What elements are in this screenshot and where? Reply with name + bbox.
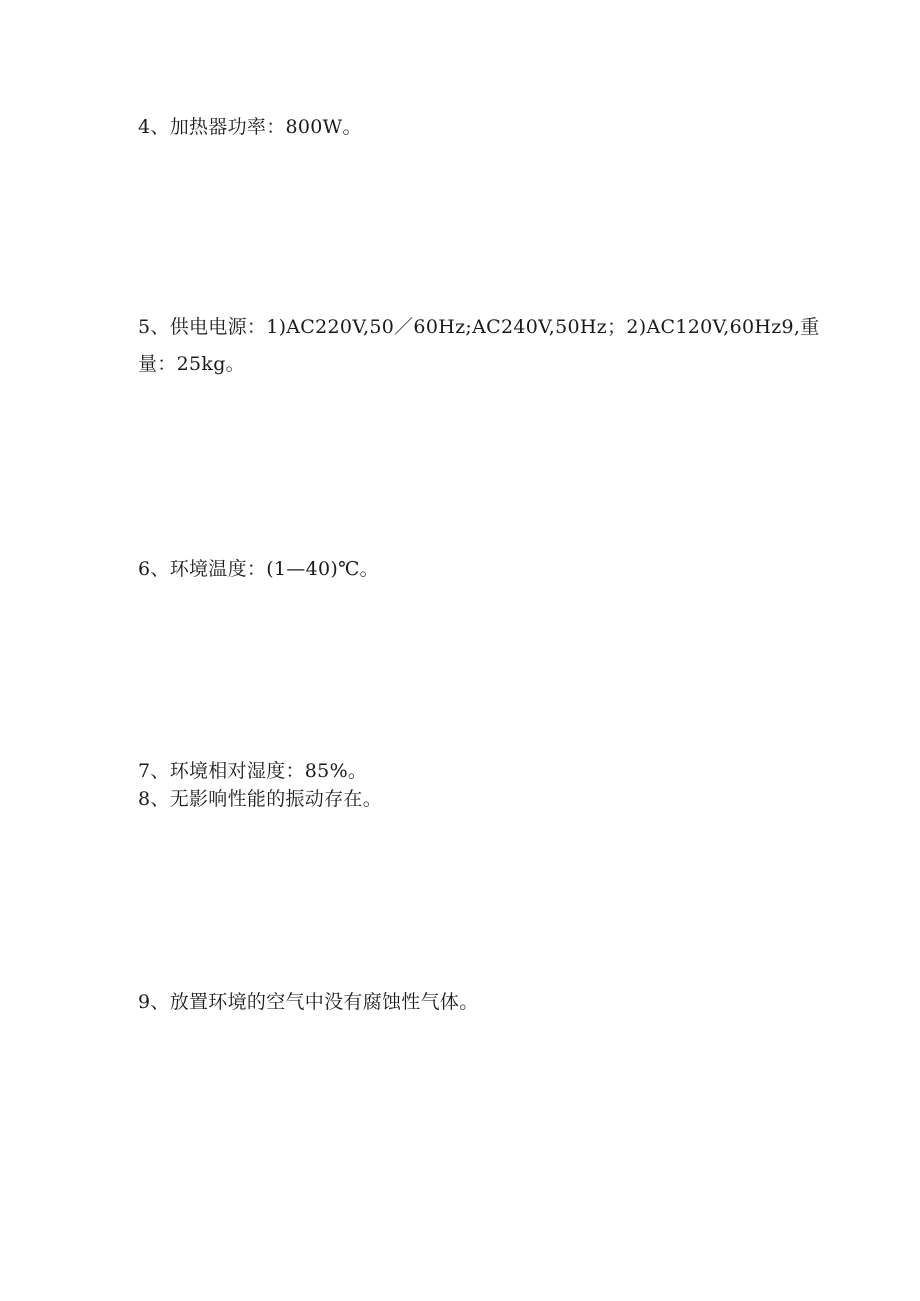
spec-item-relative-humidity: 7、环境相对湿度：85%。 xyxy=(138,760,368,782)
spec-item-power-supply: 5、供电电源：1)AC220V,50／60Hz;AC240V,50Hz；2)AC120V,60Hz9,重 xyxy=(138,316,820,338)
spec-item-ambient-temperature: 6、环境温度：(1—40)℃。 xyxy=(138,558,379,580)
spec-item-vibration: 8、无影响性能的振动存在。 xyxy=(138,788,382,810)
spec-item-power-supply-continued: 量：25kg。 xyxy=(138,353,245,375)
spec-item-heater-power: 4、加热器功率：800W。 xyxy=(138,116,362,138)
spec-item-corrosive-gas: 9、放置环境的空气中没有腐蚀性气体。 xyxy=(138,991,479,1013)
